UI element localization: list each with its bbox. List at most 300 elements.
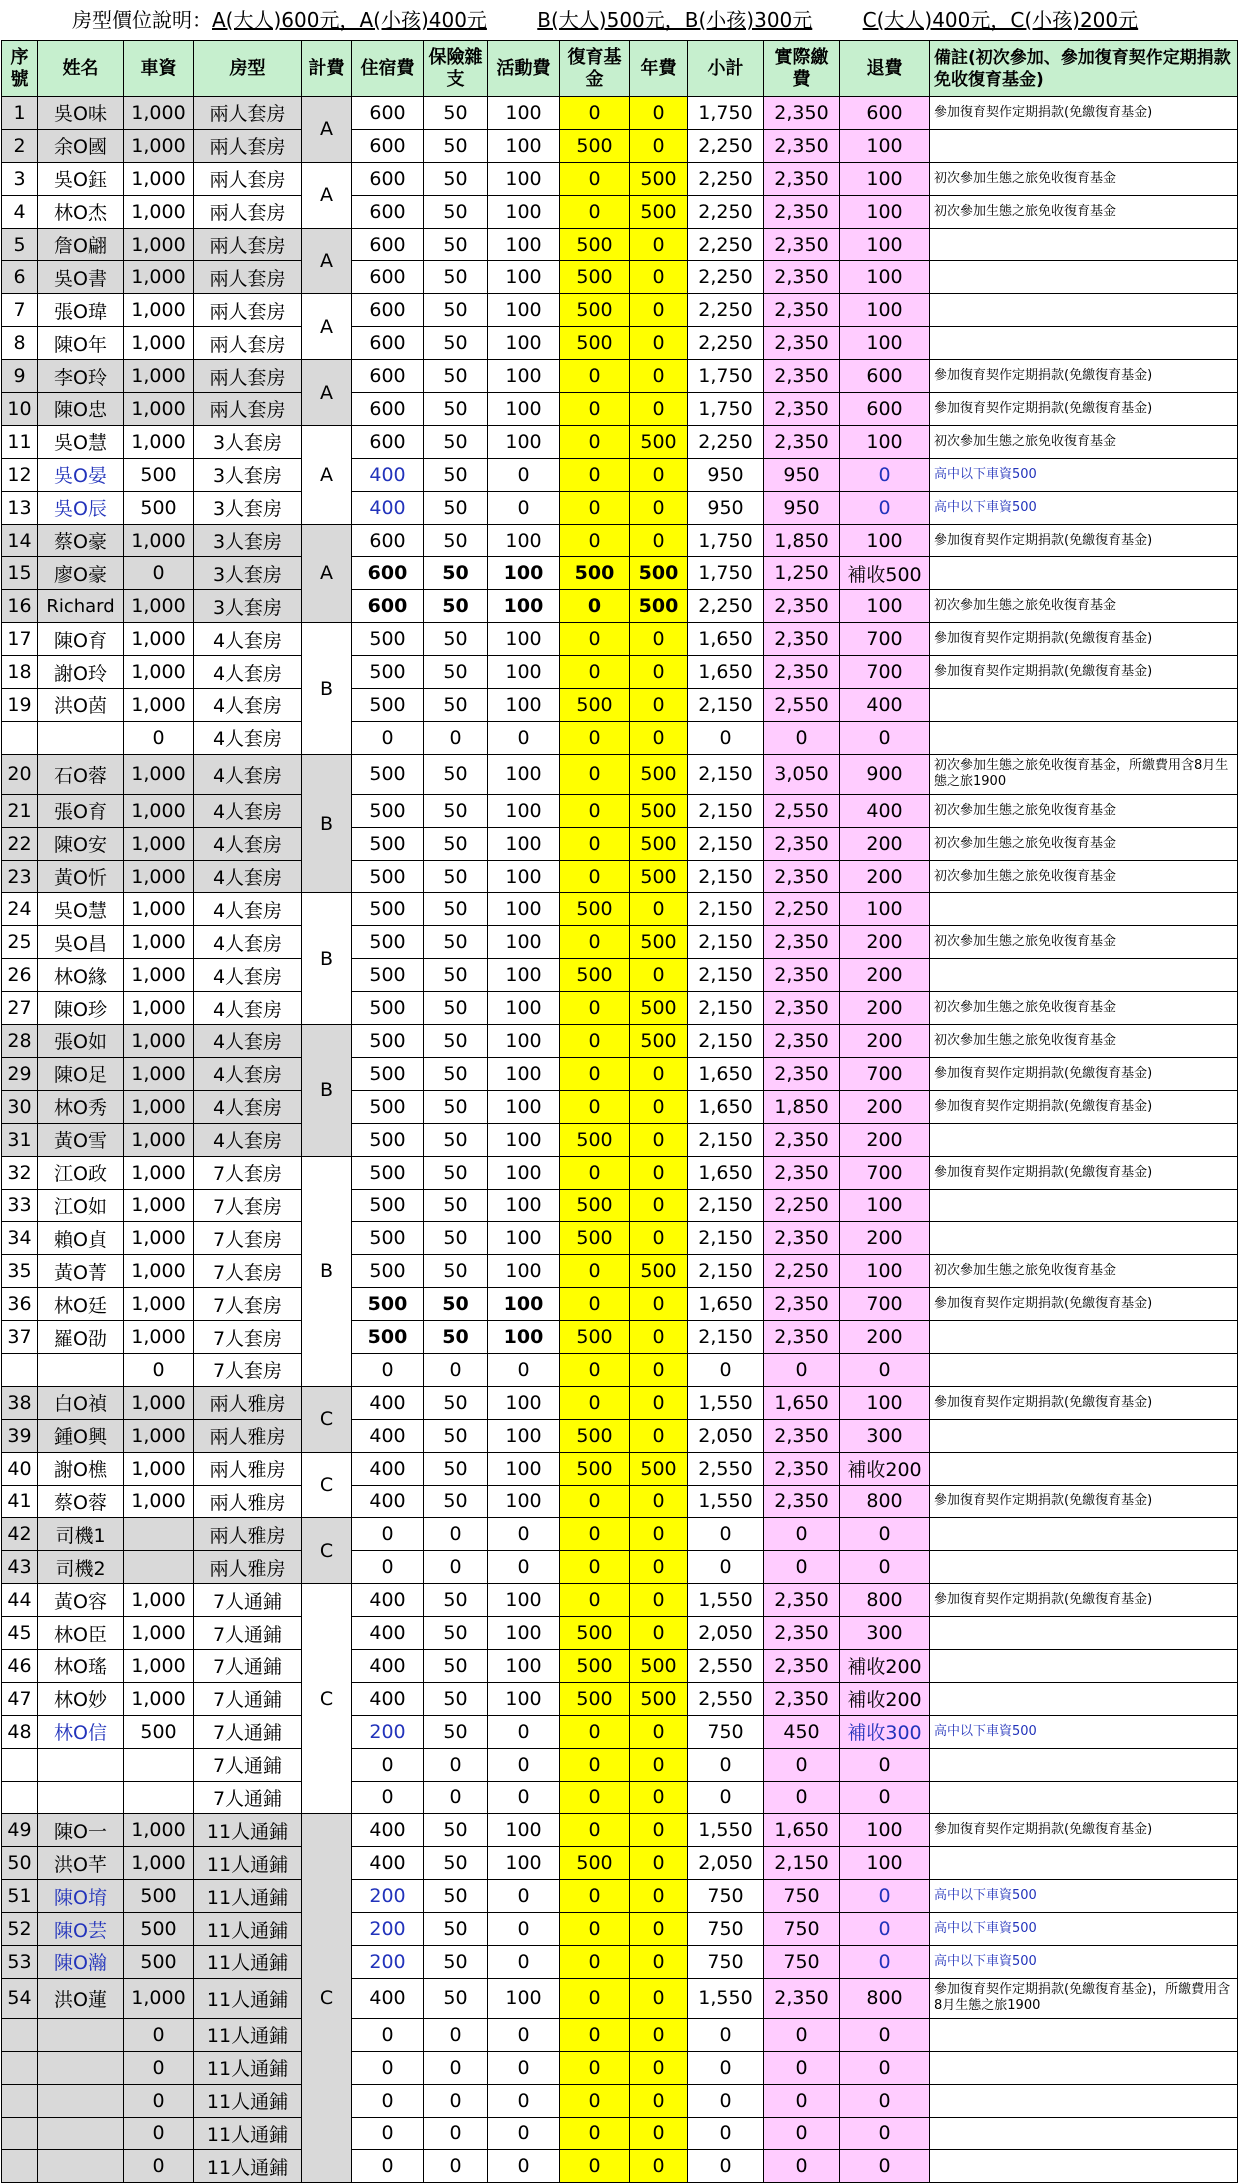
cell-name: 黃O容 xyxy=(38,1584,124,1617)
cell-no xyxy=(2,1781,38,1814)
table-row xyxy=(2,1880,1238,1913)
cell-billing: C xyxy=(302,1584,352,1814)
cell-fund: 0 xyxy=(560,1913,630,1946)
cell-annual: 0 xyxy=(630,491,688,524)
cell-activity: 100 xyxy=(488,1814,560,1847)
cell-name: 司機2 xyxy=(38,1551,124,1584)
table-row xyxy=(2,97,1238,130)
cell-subtotal: 0 xyxy=(688,2117,764,2150)
cell-fare: 0 xyxy=(124,721,194,754)
cell-fare: 500 xyxy=(124,1715,194,1748)
cell-fare: 0 xyxy=(124,2117,194,2150)
cell-name: 陳O育 xyxy=(38,623,124,656)
cell-note: 初次參加生態之旅免收復育基金 xyxy=(930,590,1238,623)
cell-fare: 500 xyxy=(124,1913,194,1946)
col-header-annual: 年費 xyxy=(630,41,688,97)
col-header-lodging: 住宿費 xyxy=(352,41,424,97)
cell-no xyxy=(2,2084,38,2117)
cell-annual: 0 xyxy=(630,1518,688,1551)
cell-subtotal: 2,050 xyxy=(688,1847,764,1880)
cell-no xyxy=(2,1353,38,1386)
cell-name xyxy=(38,2150,124,2183)
cell-subtotal: 2,150 xyxy=(688,1222,764,1255)
cell-activity: 100 xyxy=(488,1386,560,1419)
cell-annual: 0 xyxy=(630,1617,688,1650)
table-row xyxy=(2,1748,1238,1781)
table-row xyxy=(2,893,1238,926)
cell-refund: 200 xyxy=(840,992,930,1025)
cell-billing: C xyxy=(302,1814,352,2183)
cell-note xyxy=(930,1649,1238,1682)
cell-fare: 1,000 xyxy=(124,656,194,689)
cell-name: 賴O貞 xyxy=(38,1222,124,1255)
cell-annual: 0 xyxy=(630,721,688,754)
cell-no: 12 xyxy=(2,458,38,491)
cell-annual: 0 xyxy=(630,1880,688,1913)
cell-lodging: 600 xyxy=(352,590,424,623)
cell-annual: 0 xyxy=(630,1715,688,1748)
cell-room: 兩人雅房 xyxy=(194,1419,302,1452)
cell-annual: 0 xyxy=(630,261,688,294)
cell-room: 7人通鋪 xyxy=(194,1715,302,1748)
col-header-note: 備註(初次參加、參加復育契作定期捐款免收復育基金) xyxy=(930,41,1238,97)
cell-no xyxy=(2,2117,38,2150)
cell-lodging: 600 xyxy=(352,261,424,294)
table-row xyxy=(2,1715,1238,1748)
cell-fund: 0 xyxy=(560,1978,630,2018)
cell-no: 1 xyxy=(2,97,38,130)
table-row xyxy=(2,1321,1238,1354)
cell-name: 洪O芊 xyxy=(38,1847,124,1880)
cell-activity: 100 xyxy=(488,656,560,689)
cell-annual: 0 xyxy=(630,393,688,426)
table-row xyxy=(2,557,1238,590)
cell-activity: 100 xyxy=(488,1584,560,1617)
cell-billing: B xyxy=(302,1156,352,1386)
cell-lodging: 600 xyxy=(352,129,424,162)
cell-fare: 1,000 xyxy=(124,393,194,426)
cell-insurance: 50 xyxy=(424,261,488,294)
cell-lodging: 0 xyxy=(352,1551,424,1584)
table-row xyxy=(2,2051,1238,2084)
cell-paid: 2,350 xyxy=(764,228,840,261)
cell-lodging: 400 xyxy=(352,1682,424,1715)
cell-paid: 2,350 xyxy=(764,926,840,959)
cell-subtotal: 2,250 xyxy=(688,129,764,162)
table-row xyxy=(2,1913,1238,1946)
cell-refund: 0 xyxy=(840,1945,930,1978)
cell-activity: 100 xyxy=(488,794,560,827)
cell-activity: 0 xyxy=(488,1748,560,1781)
cell-note xyxy=(930,2117,1238,2150)
cell-paid: 2,350 xyxy=(764,992,840,1025)
cell-room: 3人套房 xyxy=(194,425,302,458)
cell-insurance: 50 xyxy=(424,195,488,228)
cell-paid: 2,550 xyxy=(764,794,840,827)
cell-insurance: 50 xyxy=(424,590,488,623)
cell-refund: 200 xyxy=(840,1090,930,1123)
cell-activity: 100 xyxy=(488,1090,560,1123)
cell-no: 49 xyxy=(2,1814,38,1847)
cell-note xyxy=(930,1419,1238,1452)
table-row xyxy=(2,992,1238,1025)
cell-room: 7人套房 xyxy=(194,1353,302,1386)
cell-insurance: 50 xyxy=(424,893,488,926)
cell-lodging: 400 xyxy=(352,1978,424,2018)
cell-lodging: 600 xyxy=(352,97,424,130)
cell-subtotal: 0 xyxy=(688,2150,764,2183)
cell-activity: 100 xyxy=(488,959,560,992)
cell-fare: 1,000 xyxy=(124,794,194,827)
cell-lodging: 500 xyxy=(352,1025,424,1058)
cell-lodging: 500 xyxy=(352,1189,424,1222)
cell-lodging: 0 xyxy=(352,2150,424,2183)
cell-note xyxy=(930,893,1238,926)
cell-subtotal: 1,750 xyxy=(688,557,764,590)
cell-lodging: 600 xyxy=(352,162,424,195)
cell-name: 張O如 xyxy=(38,1025,124,1058)
cell-annual: 500 xyxy=(630,1025,688,1058)
cell-fund: 500 xyxy=(560,1617,630,1650)
cell-insurance: 50 xyxy=(424,1156,488,1189)
cell-no: 39 xyxy=(2,1419,38,1452)
cell-note: 初次參加生態之旅免收復育基金 xyxy=(930,1255,1238,1288)
cell-paid: 2,350 xyxy=(764,656,840,689)
cell-no: 28 xyxy=(2,1025,38,1058)
table-row xyxy=(2,1814,1238,1847)
cell-fare: 1,000 xyxy=(124,1222,194,1255)
cell-subtotal: 2,250 xyxy=(688,228,764,261)
cell-refund: 700 xyxy=(840,623,930,656)
cell-activity: 100 xyxy=(488,893,560,926)
cell-insurance: 50 xyxy=(424,294,488,327)
cell-no: 51 xyxy=(2,1880,38,1913)
col-header-refund: 退費 xyxy=(840,41,930,97)
cell-subtotal: 2,250 xyxy=(688,590,764,623)
cell-lodging: 500 xyxy=(352,1090,424,1123)
cell-annual: 0 xyxy=(630,1123,688,1156)
cell-refund: 補收200 xyxy=(840,1649,930,1682)
legend-b: B(大人)500元，B(小孩)300元 xyxy=(537,8,813,32)
cell-subtotal: 1,550 xyxy=(688,1386,764,1419)
cell-insurance: 50 xyxy=(424,1485,488,1518)
cell-room: 4人套房 xyxy=(194,893,302,926)
cell-note xyxy=(930,557,1238,590)
cell-no: 54 xyxy=(2,1978,38,2018)
cell-insurance: 50 xyxy=(424,827,488,860)
cell-no: 16 xyxy=(2,590,38,623)
cell-no: 37 xyxy=(2,1321,38,1354)
cell-subtotal: 1,750 xyxy=(688,524,764,557)
cell-room: 7人套房 xyxy=(194,1321,302,1354)
cell-name: 張O瑋 xyxy=(38,294,124,327)
cell-activity: 0 xyxy=(488,458,560,491)
cell-room: 兩人套房 xyxy=(194,294,302,327)
cell-refund: 0 xyxy=(840,1518,930,1551)
cell-activity: 100 xyxy=(488,162,560,195)
cell-room: 兩人套房 xyxy=(194,129,302,162)
cell-lodging: 0 xyxy=(352,2051,424,2084)
table-row xyxy=(2,1222,1238,1255)
cell-fund: 0 xyxy=(560,656,630,689)
cell-name: 吳O慧 xyxy=(38,893,124,926)
cell-insurance: 50 xyxy=(424,1189,488,1222)
cell-annual: 0 xyxy=(630,1353,688,1386)
cell-fund: 500 xyxy=(560,1419,630,1452)
cell-no: 13 xyxy=(2,491,38,524)
cell-name: 林O緣 xyxy=(38,959,124,992)
cell-fund: 500 xyxy=(560,294,630,327)
cell-fund: 500 xyxy=(560,1189,630,1222)
cell-annual: 500 xyxy=(630,827,688,860)
cell-lodging: 600 xyxy=(352,327,424,360)
cell-note xyxy=(930,228,1238,261)
cell-name: 吳O味 xyxy=(38,97,124,130)
cell-refund: 0 xyxy=(840,458,930,491)
cell-subtotal: 2,250 xyxy=(688,327,764,360)
cell-room: 11人通鋪 xyxy=(194,2051,302,2084)
cell-activity: 0 xyxy=(488,2018,560,2051)
cell-refund: 100 xyxy=(840,425,930,458)
cell-billing: A xyxy=(302,228,352,294)
cell-activity: 100 xyxy=(488,1419,560,1452)
cell-note xyxy=(930,2150,1238,2183)
cell-note: 高中以下車資500 xyxy=(930,1880,1238,1913)
cell-annual: 0 xyxy=(630,1288,688,1321)
cell-no: 41 xyxy=(2,1485,38,1518)
cell-lodging: 200 xyxy=(352,1880,424,1913)
table-row xyxy=(2,1682,1238,1715)
cell-fare: 1,000 xyxy=(124,425,194,458)
cell-subtotal: 0 xyxy=(688,1551,764,1584)
cell-fare: 1,000 xyxy=(124,893,194,926)
cell-paid: 0 xyxy=(764,1781,840,1814)
cell-room: 11人通鋪 xyxy=(194,2117,302,2150)
cell-activity: 100 xyxy=(488,1189,560,1222)
cell-fund: 0 xyxy=(560,827,630,860)
cell-insurance: 50 xyxy=(424,1090,488,1123)
cell-subtotal: 2,150 xyxy=(688,1255,764,1288)
cell-insurance: 50 xyxy=(424,491,488,524)
cell-refund: 補收300 xyxy=(840,1715,930,1748)
cell-insurance: 50 xyxy=(424,1419,488,1452)
cell-subtotal: 1,650 xyxy=(688,1057,764,1090)
cell-note: 高中以下車資500 xyxy=(930,1913,1238,1946)
cell-billing: A xyxy=(302,524,352,623)
cell-insurance: 50 xyxy=(424,1288,488,1321)
cell-name: 謝O樵 xyxy=(38,1452,124,1485)
cell-room: 7人套房 xyxy=(194,1189,302,1222)
cell-refund: 100 xyxy=(840,228,930,261)
col-header-no: 序號 xyxy=(2,41,38,97)
cell-lodging: 200 xyxy=(352,1913,424,1946)
cell-room: 兩人套房 xyxy=(194,360,302,393)
table-row xyxy=(2,1551,1238,1584)
cell-note xyxy=(930,1748,1238,1781)
cell-activity: 100 xyxy=(488,1222,560,1255)
cell-activity: 100 xyxy=(488,1682,560,1715)
cell-insurance: 50 xyxy=(424,1057,488,1090)
table-row xyxy=(2,360,1238,393)
cell-annual: 0 xyxy=(630,1847,688,1880)
cell-insurance: 50 xyxy=(424,992,488,1025)
col-header-subtotal: 小計 xyxy=(688,41,764,97)
cell-fund: 0 xyxy=(560,1584,630,1617)
cell-subtotal: 2,250 xyxy=(688,294,764,327)
table-row xyxy=(2,458,1238,491)
cell-refund: 100 xyxy=(840,590,930,623)
cell-insurance: 50 xyxy=(424,557,488,590)
cell-activity: 100 xyxy=(488,425,560,458)
cell-paid: 2,350 xyxy=(764,1485,840,1518)
cell-lodging: 400 xyxy=(352,1485,424,1518)
cell-annual: 0 xyxy=(630,1321,688,1354)
cell-no: 20 xyxy=(2,754,38,794)
table-row xyxy=(2,656,1238,689)
cell-lodging: 500 xyxy=(352,794,424,827)
table-row xyxy=(2,2150,1238,2183)
cell-insurance: 0 xyxy=(424,2051,488,2084)
cell-fare xyxy=(124,1748,194,1781)
cell-refund: 700 xyxy=(840,1288,930,1321)
cell-note: 高中以下車資500 xyxy=(930,1715,1238,1748)
cell-lodging: 0 xyxy=(352,1781,424,1814)
cell-note: 參加復育契作定期捐款(免繳復育基金) xyxy=(930,1090,1238,1123)
cell-name: 陳O一 xyxy=(38,1814,124,1847)
cell-room: 兩人套房 xyxy=(194,393,302,426)
table-row xyxy=(2,1386,1238,1419)
cell-annual: 0 xyxy=(630,1485,688,1518)
cell-lodging: 500 xyxy=(352,1057,424,1090)
cell-note xyxy=(930,327,1238,360)
cell-paid: 2,350 xyxy=(764,327,840,360)
cell-fare xyxy=(124,1518,194,1551)
cell-no: 35 xyxy=(2,1255,38,1288)
table-row xyxy=(2,1255,1238,1288)
cell-annual: 0 xyxy=(630,623,688,656)
cell-room: 兩人雅房 xyxy=(194,1518,302,1551)
cell-activity: 0 xyxy=(488,1551,560,1584)
cell-fare: 1,000 xyxy=(124,1123,194,1156)
table-row xyxy=(2,794,1238,827)
cell-room: 11人通鋪 xyxy=(194,1913,302,1946)
cell-lodging: 500 xyxy=(352,893,424,926)
cell-note xyxy=(930,721,1238,754)
legend-a: A(大人)600元，A(小孩)400元 xyxy=(212,8,487,32)
cell-fund: 500 xyxy=(560,1123,630,1156)
cell-activity: 100 xyxy=(488,129,560,162)
cell-name: 吳O昌 xyxy=(38,926,124,959)
cell-lodging: 500 xyxy=(352,754,424,794)
cell-note xyxy=(930,294,1238,327)
cell-name: 江O如 xyxy=(38,1189,124,1222)
cell-room: 7人套房 xyxy=(194,1288,302,1321)
cell-name: 陳O芸 xyxy=(38,1913,124,1946)
cell-annual: 500 xyxy=(630,992,688,1025)
cell-insurance: 50 xyxy=(424,1682,488,1715)
cell-refund: 200 xyxy=(840,959,930,992)
cell-paid: 2,350 xyxy=(764,1025,840,1058)
cell-room: 11人通鋪 xyxy=(194,1814,302,1847)
cell-fare: 1,000 xyxy=(124,623,194,656)
cell-name: 張O育 xyxy=(38,794,124,827)
cell-refund: 200 xyxy=(840,1321,930,1354)
cell-subtotal: 2,250 xyxy=(688,261,764,294)
cell-note: 初次參加生態之旅免收復育基金 xyxy=(930,926,1238,959)
cell-room: 兩人套房 xyxy=(194,97,302,130)
cell-lodging: 400 xyxy=(352,491,424,524)
cell-fare: 1,000 xyxy=(124,754,194,794)
cell-no: 21 xyxy=(2,794,38,827)
cell-room: 4人套房 xyxy=(194,1025,302,1058)
cell-subtotal: 750 xyxy=(688,1945,764,1978)
cell-name: 林O秀 xyxy=(38,1090,124,1123)
cell-note xyxy=(930,689,1238,722)
cell-insurance: 50 xyxy=(424,1617,488,1650)
table-row xyxy=(2,2084,1238,2117)
cell-lodging: 400 xyxy=(352,1419,424,1452)
cell-refund: 300 xyxy=(840,1419,930,1452)
cell-subtotal: 2,050 xyxy=(688,1617,764,1650)
table-row xyxy=(2,261,1238,294)
cell-no: 46 xyxy=(2,1649,38,1682)
cell-subtotal: 0 xyxy=(688,721,764,754)
cell-subtotal: 1,650 xyxy=(688,1090,764,1123)
cell-name xyxy=(38,2084,124,2117)
cell-annual: 0 xyxy=(630,1748,688,1781)
table-row xyxy=(2,425,1238,458)
cell-lodging: 0 xyxy=(352,721,424,754)
cell-room: 7人套房 xyxy=(194,1156,302,1189)
cell-note: 高中以下車資500 xyxy=(930,1945,1238,1978)
cell-activity: 100 xyxy=(488,926,560,959)
cell-activity: 100 xyxy=(488,1649,560,1682)
cell-room: 3人套房 xyxy=(194,590,302,623)
cell-paid: 2,350 xyxy=(764,1649,840,1682)
cell-activity: 100 xyxy=(488,1978,560,2018)
cell-fund: 500 xyxy=(560,1847,630,1880)
cell-paid: 2,350 xyxy=(764,590,840,623)
cell-activity: 100 xyxy=(488,195,560,228)
cell-annual: 0 xyxy=(630,1419,688,1452)
cell-activity: 100 xyxy=(488,689,560,722)
cell-name: 林O妙 xyxy=(38,1682,124,1715)
cell-subtotal: 1,750 xyxy=(688,97,764,130)
cell-annual: 0 xyxy=(630,2150,688,2183)
cell-fund: 0 xyxy=(560,2117,630,2150)
cell-note xyxy=(930,959,1238,992)
cell-subtotal: 2,150 xyxy=(688,1123,764,1156)
cell-insurance: 0 xyxy=(424,2018,488,2051)
cell-note: 初次參加生態之旅免收復育基金，所繳費用含8月生態之旅1900 xyxy=(930,754,1238,794)
cell-subtotal: 2,150 xyxy=(688,1025,764,1058)
cell-activity: 100 xyxy=(488,1025,560,1058)
cell-no: 15 xyxy=(2,557,38,590)
cell-lodging: 500 xyxy=(352,827,424,860)
table-row xyxy=(2,1156,1238,1189)
cell-activity: 0 xyxy=(488,1353,560,1386)
cell-note xyxy=(930,261,1238,294)
table-row xyxy=(2,524,1238,557)
cell-paid: 2,350 xyxy=(764,195,840,228)
cell-insurance: 50 xyxy=(424,689,488,722)
cell-annual: 500 xyxy=(630,1255,688,1288)
cell-fare: 1,000 xyxy=(124,162,194,195)
table-row xyxy=(2,1452,1238,1485)
cell-no xyxy=(2,2051,38,2084)
cell-paid: 950 xyxy=(764,458,840,491)
cell-paid: 750 xyxy=(764,1880,840,1913)
